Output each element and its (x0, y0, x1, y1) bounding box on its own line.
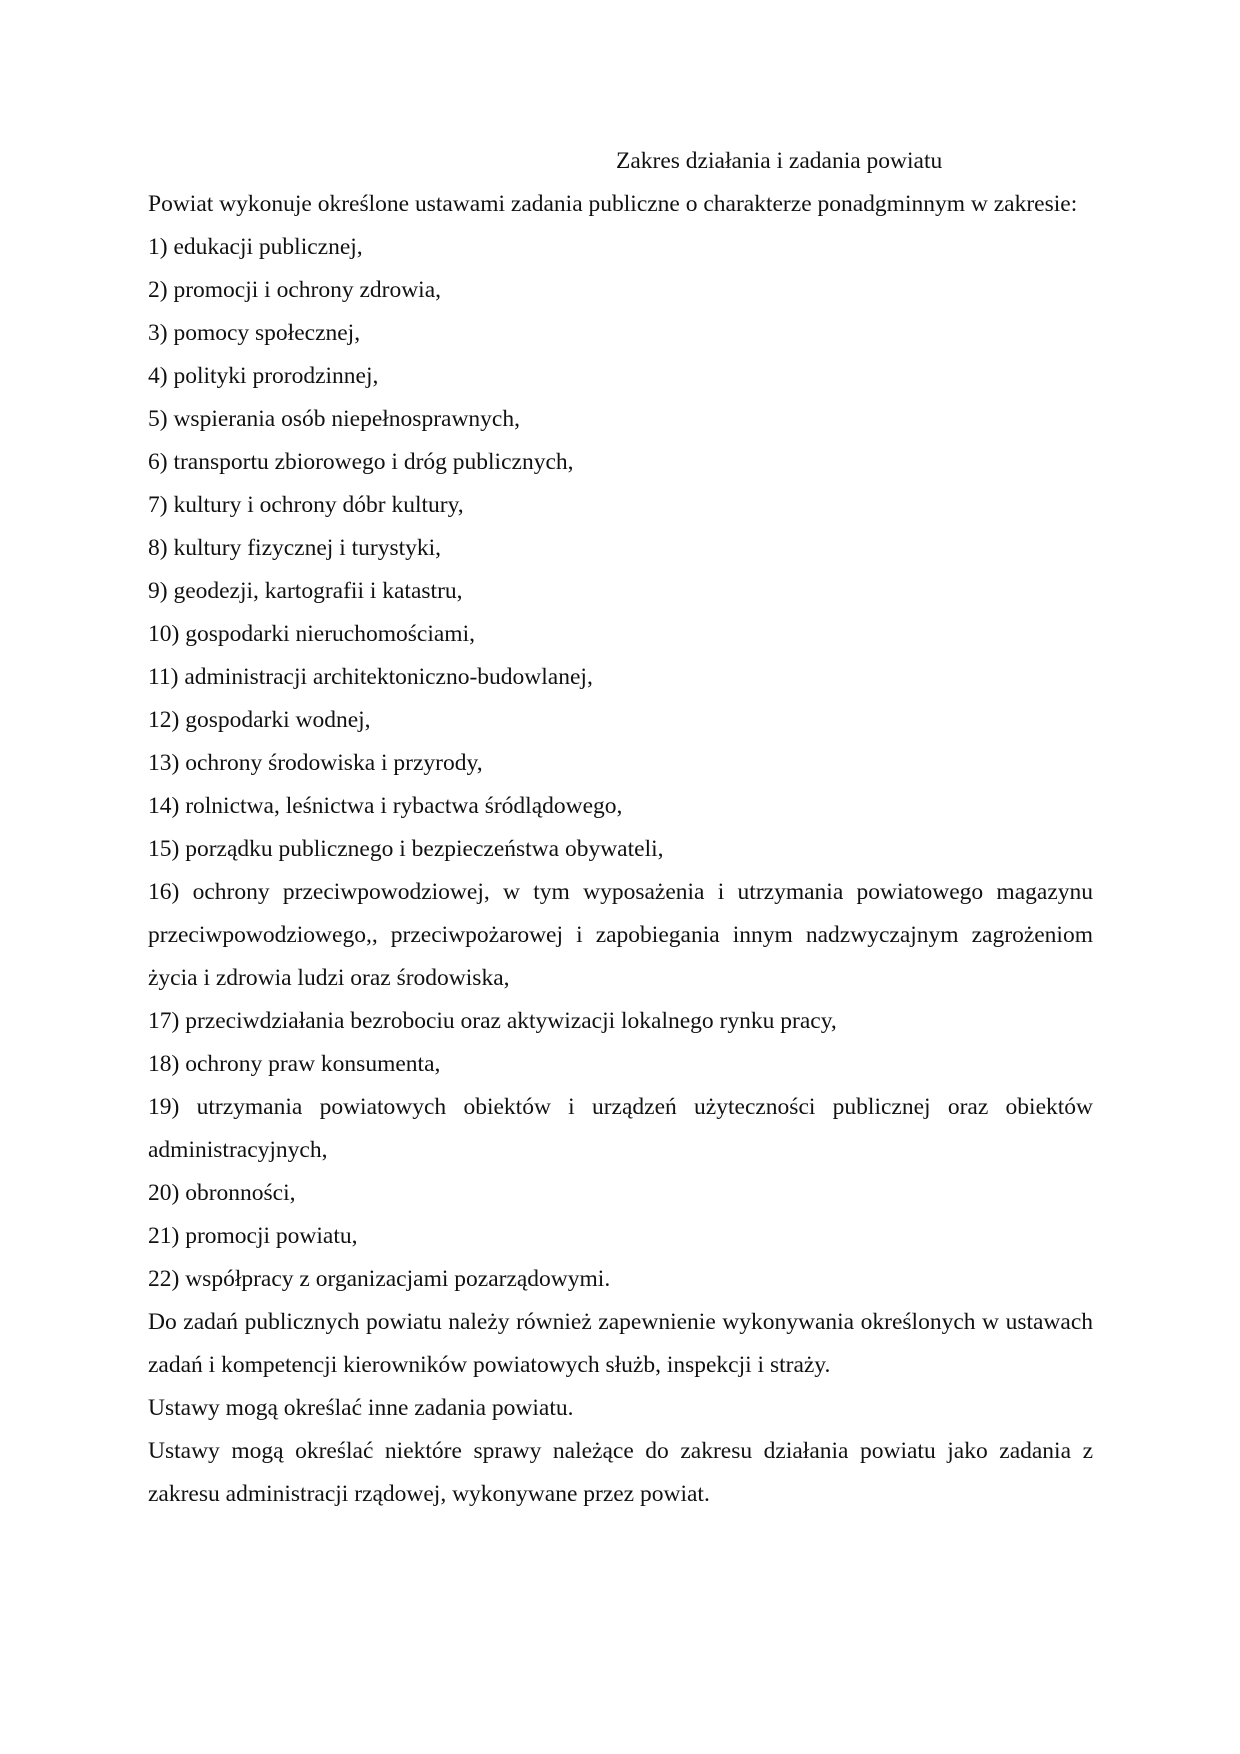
list-item: 10) gospodarki nieruchomościami, (148, 621, 475, 647)
document-page (148, 140, 1093, 1516)
list-item: 6) transportu zbiorowego i dróg publicznych, (148, 449, 574, 475)
list-item: 4) polityki prorodzinnej, (148, 363, 379, 389)
list-item: 8) kultury fizycznej i turystyki, (148, 535, 442, 561)
list-item: 1) edukacji publicznej, (148, 234, 363, 260)
intro-paragraph: Powiat wykonuje określone ustawami zadania publiczne o charakterze ponadgminnym w zakresie: (148, 191, 1078, 217)
list-item: 14) rolnictwa, leśnictwa i rybactwa śródlądowego, (148, 793, 623, 819)
list-item: 2) promocji i ochrony zdrowia, (148, 277, 442, 303)
closing-paragraph-1: Do zadań publicznych powiatu należy również zapewnienie wykonywania określonych w ustawach zadań i kompetencji kierowników powiatowych służb, inspekcji i straży. (148, 1309, 1093, 1378)
closing-paragraph-3: Ustawy mogą określać niektóre sprawy należące do zakresu działania powiatu jako zadania z zakresu administracji rządowej, wykonywane przez powiat. (148, 1438, 1093, 1507)
list-item: 21) promocji powiatu, (148, 1223, 358, 1249)
list-item: 18) ochrony praw konsumenta, (148, 1051, 441, 1077)
list-item: 3) pomocy społecznej, (148, 320, 361, 346)
list-item: 12) gospodarki wodnej, (148, 707, 371, 733)
task-list (148, 226, 1093, 1301)
list-item: 11) administracji architektoniczno-budowlanej, (148, 664, 593, 690)
list-item: 22) współpracy z organizacjami pozarządowymi. (148, 1266, 611, 1292)
list-item: 16) ochrony przeciwpowodziowej, w tym wyposażenia i utrzymania powiatowego magazynu przeciwpowodziowego,, przeciwpożarowej i zapobiegania innym nadzwyczajnym zagrożeniom życia i zdrowia ludzi oraz środowiska, (148, 879, 1093, 991)
list-item: 17) przeciwdziałania bezrobociu oraz aktywizacji lokalnego rynku pracy, (148, 1008, 837, 1034)
list-item: 13) ochrony środowiska i przyrody, (148, 750, 483, 776)
list-item: 7) kultury i ochrony dóbr kultury, (148, 492, 464, 518)
list-item: 15) porządku publicznego i bezpieczeństwa obywateli, (148, 836, 664, 862)
closing-paragraph-2: Ustawy mogą określać inne zadania powiatu. (148, 1395, 574, 1421)
list-item: 9) geodezji, kartografii i katastru, (148, 578, 463, 604)
list-item: 5) wspierania osób niepełnosprawnych, (148, 406, 520, 432)
list-item: 20) obronności, (148, 1180, 296, 1206)
list-item: 19) utrzymania powiatowych obiektów i urządzeń użyteczności publicznej oraz obiektów administracyjnych, (148, 1094, 1093, 1163)
document-title: Zakres działania i zadania powiatu (616, 148, 943, 174)
